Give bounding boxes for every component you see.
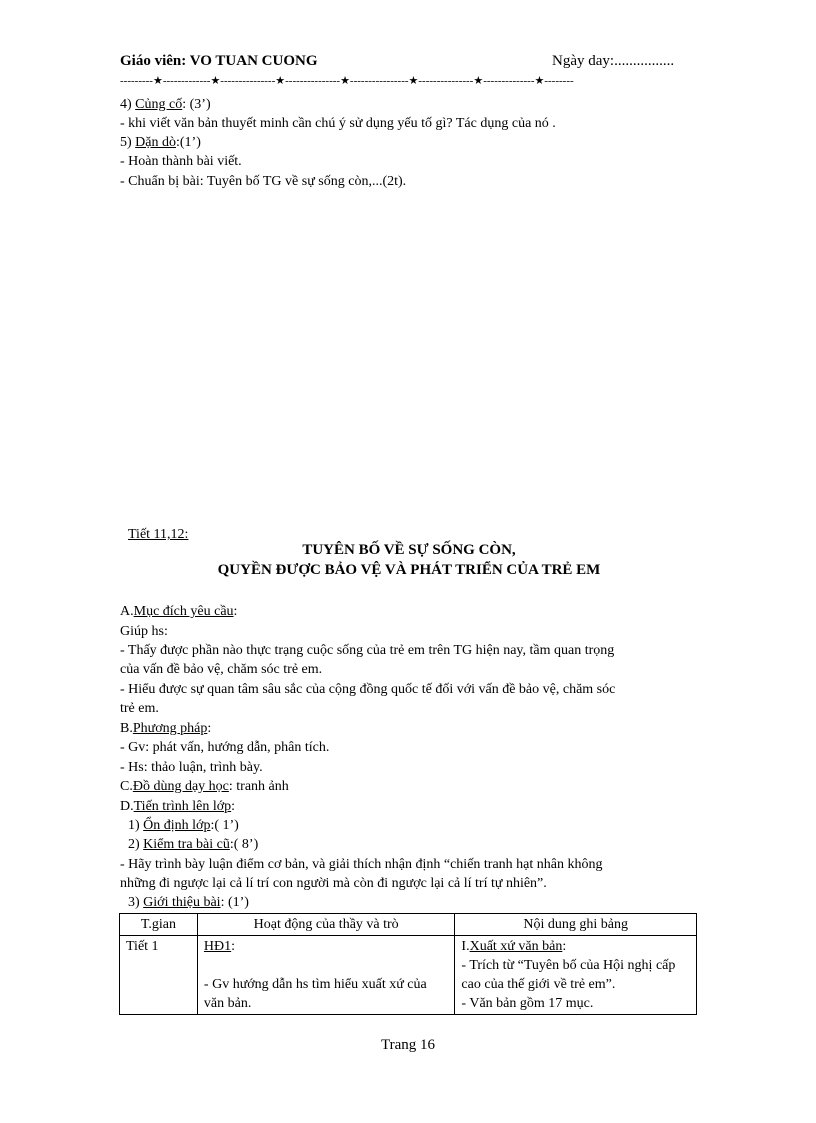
body-text: - Hiểu được sự quan tâm sâu sắc của cộng đồng quốc tế đối với vấn đề bảo vệ, chăm sóc bbox=[120, 682, 616, 697]
time-cell: Tiết 1 bbox=[120, 936, 198, 1015]
body-text: những đi ngược lại cả lí trí con người mà còn đi ngược lại cả lí trí tự nhiên”. bbox=[120, 876, 547, 891]
body-text: - Gv: phát vấn, hướng dẫn, phân tích. bbox=[120, 740, 330, 755]
homework-item: - Chuẩn bị bài: Tuyên bố TG về sự sống còn,...(2t). bbox=[120, 174, 407, 189]
step-2: 2) Kiểm tra bài cũ:( 8’) bbox=[128, 837, 259, 852]
step-1: 1) Ổn định lớp:( 1’) bbox=[128, 818, 239, 833]
section-b-heading: B.Phương pháp: bbox=[120, 721, 212, 736]
section-a-heading: A.Mục đích yêu cầu: bbox=[120, 604, 238, 619]
body-text: - Hãy trình bày luận điểm cơ bản, và giải thích nhận định “chiến tranh hạt nhân không bbox=[120, 857, 603, 872]
lesson-plan-table bbox=[119, 913, 697, 1015]
step-3: 3) Giới thiệu bài: (1’) bbox=[128, 895, 249, 910]
content-text: - Trích từ “Tuyên bố của Hội nghị cấp cao của thế giới về trẻ em”. bbox=[461, 958, 676, 992]
body-text: của vấn đề bảo vệ, chăm sóc trẻ em. bbox=[120, 662, 323, 677]
activity-cell bbox=[197, 936, 455, 1015]
lesson-period: Tiết 11,12: bbox=[128, 527, 189, 542]
content-cell bbox=[455, 936, 697, 1015]
lesson-title-line-1: TUYÊN BỐ VỀ SỰ SỐNG CÒN, bbox=[302, 542, 516, 558]
body-text: - Hs: thảo luận, trình bày. bbox=[120, 760, 263, 775]
section-c-heading: C.Đồ dùng dạy học: tranh ảnh bbox=[120, 779, 289, 794]
content-text: - Văn bản gồm 17 mục. bbox=[461, 996, 594, 1011]
content-heading: I.Xuất xứ văn bản: bbox=[461, 939, 567, 954]
teacher-name: Giáo viên: VO TUAN CUONG bbox=[120, 53, 318, 69]
activity-text: - Gv hướng dẫn hs tìm hiểu xuất xứ của văn bản. bbox=[203, 977, 427, 1011]
column-header: Nội dung ghi bảng bbox=[455, 914, 697, 936]
table-row bbox=[120, 936, 697, 1015]
consolidation-heading: 4) Củng cố: (3’) bbox=[120, 97, 211, 112]
homework-heading: 5) Dặn dò:(1’) bbox=[120, 135, 201, 150]
body-text: trẻ em. bbox=[120, 701, 159, 716]
activity-heading: HĐ1: bbox=[203, 939, 236, 954]
lesson-title-line-2: QUYỀN ĐƯỢC BẢO VỆ VÀ PHÁT TRIỂN CỦA TRẺ EM bbox=[217, 562, 601, 578]
body-text: - Thấy được phần nào thực trạng cuộc sống của trẻ em trên TG hiện nay, tầm quan trọng bbox=[120, 643, 615, 658]
table-header-row bbox=[120, 914, 697, 936]
section-d-heading: D.Tiến trình lên lớp: bbox=[120, 799, 236, 814]
teaching-date: Ngày day:................ bbox=[552, 53, 675, 69]
consolidation-text: - khi viết văn bản thuyết minh cần chú ý sử dụng yếu tố gì? Tác dụng của nó . bbox=[120, 116, 556, 131]
column-header: Hoạt động của thầy và trò bbox=[197, 914, 455, 936]
body-text: Giúp hs: bbox=[120, 624, 168, 639]
page-number: Trang 16 bbox=[380, 1037, 436, 1053]
column-header: T.gian bbox=[120, 914, 198, 936]
homework-item: - Hoàn thành bài viết. bbox=[120, 154, 242, 169]
header-divider: ---------★-------------★---------------★---------------★----------------★---------------★--------------★-------- bbox=[120, 75, 574, 87]
